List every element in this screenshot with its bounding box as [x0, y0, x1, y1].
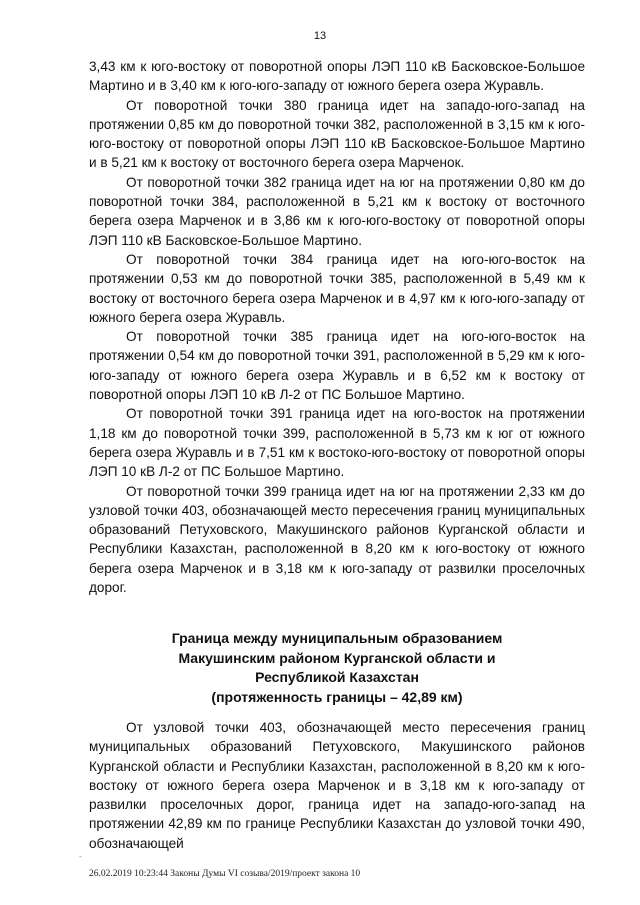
section-heading [89, 629, 585, 707]
heading-line: Макушинским районом Курганской области и [178, 649, 496, 666]
paragraph: От поворотной точки 399 граница идет на юг на протяжении 2,33 км до узловой точки 403, обозначающей место пересечения границ муниципальных образований Петуховского, Макушинского районов Курганской области и Республики Казахстан, расположенной в 8,20 км к юго-востоку от южного берега озера Марченок и в 3,18 км к юго-западу от развилки проселочных дорог. [89, 483, 585, 596]
body-text [89, 57, 585, 597]
paragraph-continuation: 3,43 км к юго-востоку от поворотной опоры ЛЭП 110 кВ Басковское-Большое Мартино и в 3,40 км к юго-юго-западу от южного берега озера Журавль. [89, 59, 585, 94]
paragraph: От поворотной точки 391 граница идет на юго-восток на протяжении 1,18 км до поворотной точки 399, расположенной в 5,73 км к юг от южного берега озера Журавль и в 7,51 км к востоко-юго-востоку от поворотной опоры ЛЭП 10 кВ Л-2 от ПС Большое Мартино. [89, 406, 585, 480]
page-number: 13 [313, 30, 327, 42]
paragraph: От поворотной точки 384 граница идет на юго-юго-восток на протяжении 0,53 км до поворотной точки 385, расположенной в 5,49 км к востоку от восточного берега озера Марченок и в 4,97 км к юго-юго-западу от южного берега озера Журавль. [89, 251, 585, 325]
paragraph: От узловой точки 403, обозначающей место пересечения границ муниципальных образований Петуховского, Макушинского районов Курганской области и Республики Казахстан, расположенной в 8,20 км к юго-востоку от южного берега озера Марченок и в 3,18 км к юго-западу от развилки проселочных дорог, граница идет на западо-юго-запад на протяжении 42,89 км по границе Республики Казахстан до узловой точки 490, обозначающей [89, 720, 585, 851]
heading-line: Граница между муниципальным образованием [171, 630, 503, 646]
paragraph: От поворотной точки 382 граница идет на юг на протяжении 0,80 км до поворотной точки 384, расположенной в 5,21 км к востоку от восточного берега озера Марченок и в 3,86 км к юго-юго-востоку от поворотной опоры ЛЭП 110 кВ Басковское-Большое Мартино. [89, 174, 585, 248]
heading-length: (протяженность границы – 42,89 км) [211, 688, 463, 705]
heading-line: Республикой Казахстан [255, 669, 419, 685]
paragraph: От поворотной точки 380 граница идет на западо-юго-запад на протяжении 0,85 км до поворотной точки 382, расположенной в 3,15 км к юго-юго-востоку от поворотной опоры ЛЭП 110 кВ Басковское-Большое Мартино и в 5,21 км к востоку от восточного берега озера Марченок. [89, 97, 585, 171]
margin-mark: - [79, 852, 82, 861]
body-text-section [89, 718, 585, 853]
footer: 26.02.2019 10:23:44 Законы Думы VI созыва/2019/проект закона 10 [89, 869, 361, 879]
paragraph: От поворотной точки 385 граница идет на юго-юго-восток на протяжении 0,54 км до поворотной точки 391, расположенной в 5,29 км к юго-юго-западу от южного берега озера Журавль и в 6,52 км к востоку от поворотной опоры ЛЭП 10 кВ Л-2 от ПС Большое Мартино. [89, 329, 585, 403]
